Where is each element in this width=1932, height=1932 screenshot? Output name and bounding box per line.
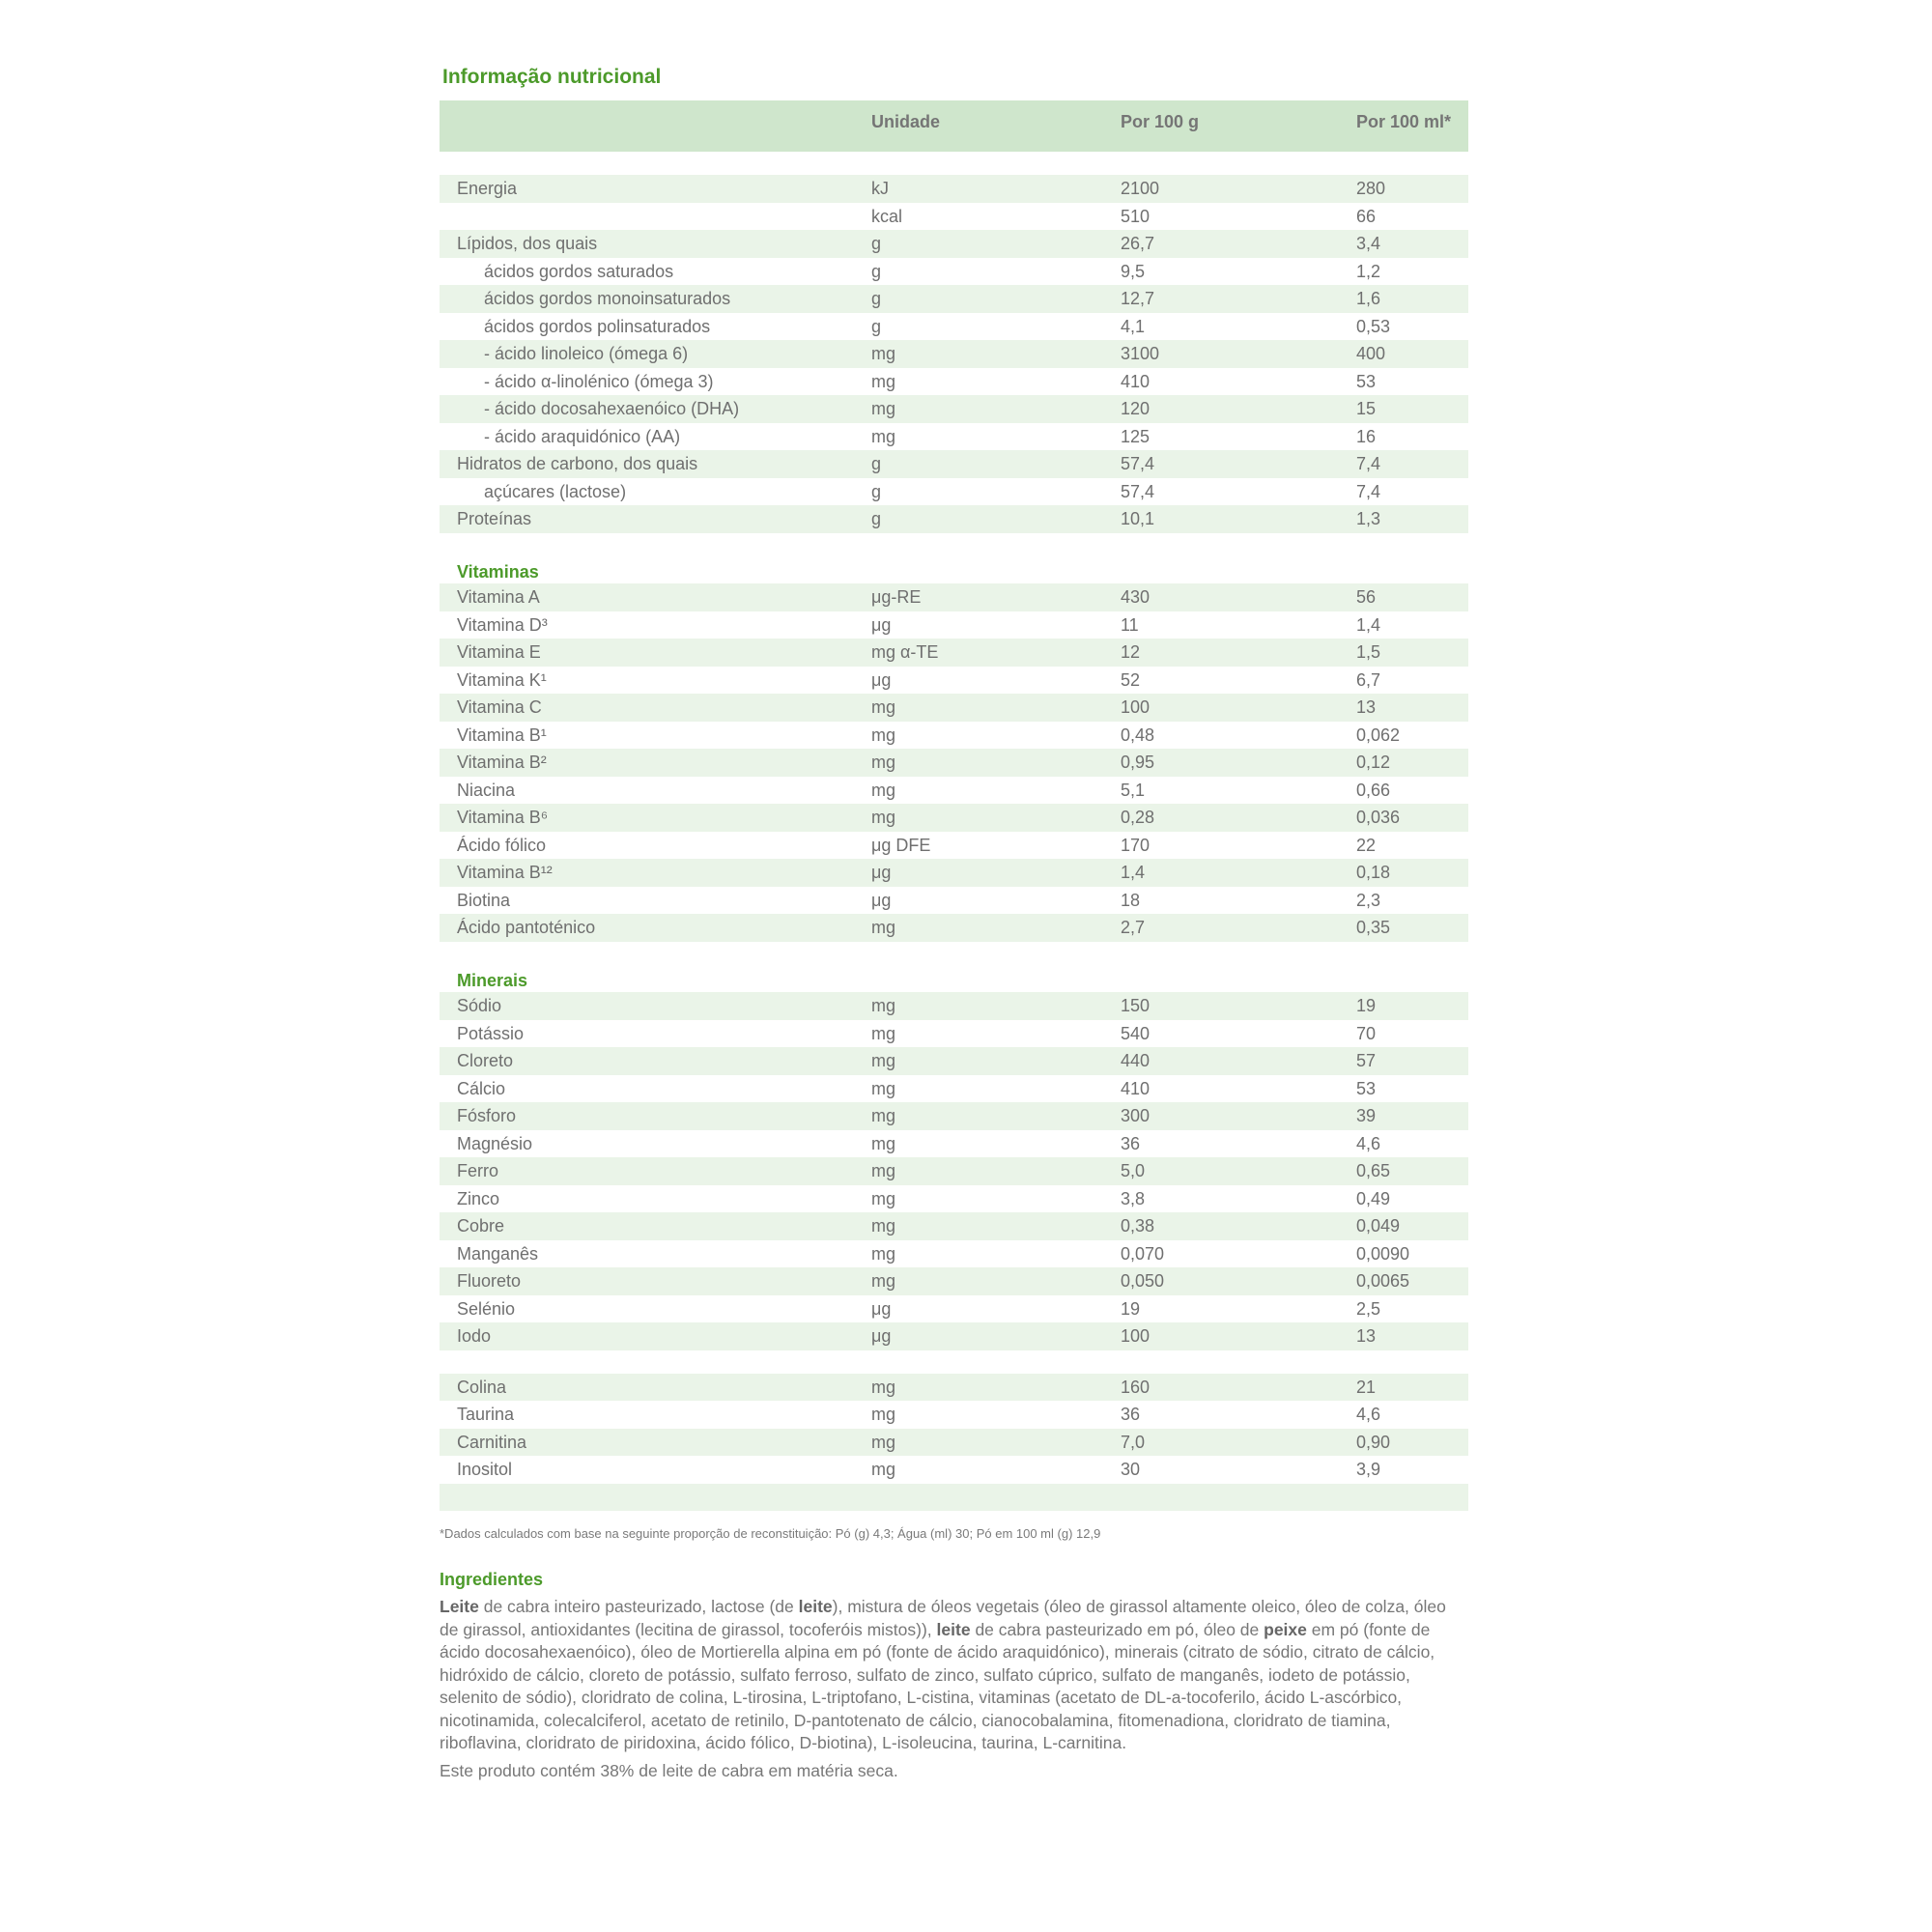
per-100g-cell: 52: [1121, 669, 1141, 690]
vitamins-heading: [440, 556, 1468, 584]
per-100ml-cell: 1,4: [1356, 614, 1381, 635]
table-row: [440, 313, 1468, 341]
nutrient-name: ácidos gordos polinsaturados: [484, 316, 711, 336]
nutrient-name: Vitamina K¹: [457, 669, 547, 690]
unit-cell: μg: [871, 1326, 892, 1346]
per-100g-cell: 5,1: [1121, 780, 1146, 800]
per-100g-cell: 100: [1121, 697, 1151, 717]
table-row: [440, 992, 1468, 1020]
nutrient-name: Vitamina C: [457, 697, 542, 717]
per-100g-cell: 1,4: [1121, 863, 1146, 882]
unit-cell: μg DFE: [871, 835, 931, 855]
per-100ml-cell: 53: [1356, 371, 1377, 391]
table-row: [440, 611, 1468, 639]
ingredient-text: em pó (fonte de ácido docosahexaenóico), óleo de Mortierella alpina em pó (fonte de ácido araquidónico), minerais (citrato de sódio, citrato de cálcio, hidróxido de cálcio, cloreto de potássio, sulfato ferroso, sulfato de zinco, sulfato cúprico, sulfato de manganês, iodeto de potássio, selenito de sódio), cloridrato de colina, L-tirosina, L-triptofano, L-cistina, vitaminas (acetato de DL-a-tocoferilo, ácido L-ascórbico, nicotinamida, colecalciferol, acetato de retinilo, D-pantotenato de cálcio, cianocobalamina, fitomenadiona, cloridrato de tiamina, riboflavina, cloridrato de piridoxina, ácido fólico, D-biotina), L-isoleucina, taurina, L-carnitina.: [440, 1619, 1435, 1752]
unit-cell: mg: [871, 1023, 896, 1043]
nutrient-name: Inositol: [457, 1460, 513, 1479]
per-100g-cell: 5,0: [1121, 1161, 1146, 1180]
nutrient-name: ácidos gordos saturados: [484, 261, 674, 281]
per-100ml-cell: 0,53: [1356, 316, 1391, 336]
table-end-band: [440, 1484, 1468, 1512]
table-row: [440, 1130, 1468, 1158]
per-100g-cell: 410: [1121, 1078, 1151, 1098]
unit-cell: mg: [871, 426, 896, 446]
table-row: [440, 175, 1468, 203]
table-row: [440, 203, 1468, 231]
per-100g-cell: 9,5: [1121, 261, 1146, 281]
footnote: *Dados calculados com base na seguinte proporção de reconstituição: Pó (g) 4,3; Água (ml) 30; Pó em 100 ml (g) 12,9: [440, 1526, 1101, 1541]
nutrient-name: Magnésio: [457, 1133, 533, 1153]
table-row: [440, 340, 1468, 368]
unit-cell: μg-RE: [871, 587, 922, 607]
per-100ml-cell: 13: [1356, 697, 1377, 717]
per-100g-cell: 11: [1121, 614, 1139, 635]
per-100ml-cell: 0,66: [1356, 780, 1391, 800]
table-row: [440, 1212, 1468, 1240]
table-row: [440, 722, 1468, 750]
nutrient-name: - ácido α-linolénico (ómega 3): [484, 371, 714, 391]
allergen-text: leite: [936, 1619, 971, 1639]
allergen-text: Leite: [440, 1597, 479, 1616]
allergen-text: peixe: [1264, 1619, 1307, 1639]
per-100g-cell: 36: [1121, 1133, 1141, 1153]
table-row: [440, 505, 1468, 533]
unit-cell: mg: [871, 1377, 896, 1397]
nutrient-name: Lípidos, dos quais: [457, 234, 598, 253]
per-100g-cell: 30: [1121, 1460, 1141, 1479]
per-100g-cell: 0,38: [1121, 1216, 1155, 1236]
table-row: [440, 1047, 1468, 1075]
table-row: [440, 832, 1468, 860]
nutrient-name: Fósforo: [457, 1106, 517, 1125]
per-100g-cell: 510: [1121, 206, 1151, 226]
per-100g-cell: 430: [1121, 587, 1151, 607]
nutrient-name: Cálcio: [457, 1078, 506, 1098]
table-row: [440, 1429, 1468, 1457]
table-row: [440, 1075, 1468, 1103]
unit-cell: mg: [871, 371, 896, 391]
unit-cell: kJ: [871, 179, 889, 198]
unit-cell: μg: [871, 863, 892, 882]
unit-cell: mg: [871, 1161, 896, 1180]
table-row: [440, 694, 1468, 722]
unit-cell: mg: [871, 1243, 896, 1264]
per-100ml-cell: 1,5: [1356, 642, 1381, 662]
unit-cell: μg: [871, 614, 892, 635]
nutrient-name: Cobre: [457, 1216, 505, 1236]
table-row: [440, 749, 1468, 777]
per-100ml-cell: 4,6: [1356, 1405, 1381, 1424]
ingredient-text: de cabra inteiro pasteurizado, lactose (de: [478, 1597, 799, 1616]
per-100ml-cell: 21: [1356, 1377, 1377, 1397]
nutrient-name: Ácido fólico: [457, 835, 547, 855]
nutrient-name: Proteínas: [457, 509, 532, 528]
unit-cell: mg: [871, 344, 896, 363]
unit-cell: mg: [871, 1432, 896, 1452]
table-row: [440, 914, 1468, 942]
per-100ml-cell: 2,3: [1356, 890, 1381, 910]
per-100g-cell: 57,4: [1121, 454, 1155, 473]
per-100g-cell: 12: [1121, 642, 1141, 662]
per-100g-cell: 410: [1121, 371, 1151, 391]
per-100ml-cell: 57: [1356, 1051, 1377, 1070]
others-table: [440, 1374, 1468, 1484]
minerals-table: [440, 992, 1468, 1350]
per-100ml-cell: 0,18: [1356, 863, 1391, 882]
nutrient-name: Manganês: [457, 1243, 539, 1264]
unit-cell: mg: [871, 996, 896, 1015]
nutrient-name: Vitamina B¹: [457, 724, 547, 745]
per-100ml-cell: 0,12: [1356, 753, 1391, 772]
minerals-heading: [440, 965, 1468, 993]
header-per-100g: Por 100 g: [1121, 112, 1200, 131]
per-100g-cell: 440: [1121, 1051, 1151, 1070]
table-row: [440, 1322, 1468, 1350]
table-row: [440, 1020, 1468, 1048]
unit-cell: mg: [871, 918, 896, 937]
unit-cell: g: [871, 316, 882, 336]
table-row: [440, 230, 1468, 258]
per-100ml-cell: 4,6: [1356, 1133, 1381, 1153]
unit-cell: mg: [871, 1188, 896, 1208]
per-100ml-cell: 22: [1356, 835, 1377, 855]
per-100ml-cell: 0,062: [1356, 724, 1401, 745]
nutrient-name: ácidos gordos monoinsaturados: [484, 289, 731, 308]
unit-cell: mg α-TE: [871, 642, 939, 662]
per-100ml-cell: 400: [1356, 344, 1386, 363]
nutrient-name: Energia: [457, 179, 518, 198]
per-100g-cell: 18: [1121, 890, 1141, 910]
per-100ml-cell: 0,036: [1356, 808, 1401, 827]
ingredients-title: Ingredientes: [440, 1570, 544, 1589]
per-100ml-cell: 0,35: [1356, 918, 1391, 937]
unit-cell: g: [871, 289, 882, 308]
nutrient-name: Fluoreto: [457, 1271, 522, 1291]
table-row: [440, 1374, 1468, 1402]
nutrient-name: Hidratos de carbono, dos quais: [457, 454, 698, 473]
per-100g-cell: 125: [1121, 426, 1151, 446]
unit-cell: mg: [871, 1051, 896, 1070]
nutrient-name: Cloreto: [457, 1051, 514, 1070]
unit-cell: mg: [871, 1460, 896, 1479]
unit-cell: mg: [871, 1078, 896, 1098]
unit-cell: g: [871, 509, 882, 528]
table-row: [440, 450, 1468, 478]
per-100ml-cell: 0,0065: [1356, 1271, 1410, 1291]
nutrient-name: Biotina: [457, 890, 511, 910]
per-100ml-cell: 0,0090: [1356, 1243, 1410, 1264]
per-100g-cell: 150: [1121, 996, 1151, 1015]
nutrient-name: - ácido linoleico (ómega 6): [484, 344, 689, 363]
per-100g-cell: 26,7: [1121, 234, 1155, 253]
per-100g-cell: 0,48: [1121, 724, 1155, 745]
per-100g-cell: 19: [1121, 1298, 1141, 1319]
per-100g-cell: 120: [1121, 399, 1151, 418]
table-row: [440, 258, 1468, 286]
table-row: [440, 1295, 1468, 1323]
unit-cell: mg: [871, 399, 896, 418]
per-100ml-cell: 16: [1356, 426, 1377, 446]
unit-cell: mg: [871, 1271, 896, 1291]
nutrient-name: Taurina: [457, 1405, 515, 1424]
header-per-100ml: Por 100 ml*: [1356, 112, 1452, 131]
nutrient-name: Selénio: [457, 1298, 516, 1319]
nutrient-name: Potássio: [457, 1023, 525, 1043]
nutrient-name: Vitamina D³: [457, 614, 548, 635]
per-100ml-cell: 1,3: [1356, 509, 1381, 528]
nutrient-name: Vitamina B²: [457, 753, 547, 772]
nutrient-name: Ferro: [457, 1161, 499, 1180]
per-100ml-cell: 6,7: [1356, 669, 1381, 690]
per-100g-cell: 57,4: [1121, 481, 1155, 501]
unit-cell: mg: [871, 753, 896, 772]
unit-cell: g: [871, 234, 882, 253]
per-100g-cell: 160: [1121, 1377, 1151, 1397]
per-100ml-cell: 7,4: [1356, 454, 1381, 473]
unit-cell: kcal: [871, 206, 903, 226]
nutrient-name: Colina: [457, 1377, 507, 1397]
table-row: [440, 285, 1468, 313]
per-100ml-cell: 13: [1356, 1326, 1377, 1346]
per-100ml-cell: 19: [1356, 996, 1377, 1015]
nutrition-document: [440, 66, 1468, 1781]
per-100ml-cell: 1,2: [1356, 261, 1381, 281]
unit-cell: μg: [871, 1298, 892, 1319]
unit-cell: mg: [871, 780, 896, 800]
unit-cell: g: [871, 481, 882, 501]
table-row: [440, 777, 1468, 805]
ingredient-text: de cabra pasteurizado em pó, óleo de: [970, 1619, 1264, 1639]
nutrient-name: Carnitina: [457, 1432, 527, 1452]
table-row: [440, 395, 1468, 423]
per-100ml-cell: 15: [1356, 399, 1377, 418]
page-title: Informação nutricional: [442, 66, 662, 88]
per-100ml-cell: 2,5: [1356, 1298, 1381, 1319]
unit-cell: mg: [871, 697, 896, 717]
unit-cell: μg: [871, 890, 892, 910]
per-100ml-cell: 3,9: [1356, 1460, 1381, 1479]
per-100g-cell: 100: [1121, 1326, 1151, 1346]
nutrient-name: Niacina: [457, 780, 516, 800]
macros-table: [440, 175, 1468, 533]
table-row: [440, 667, 1468, 695]
per-100ml-cell: 56: [1356, 587, 1377, 607]
unit-cell: mg: [871, 808, 896, 827]
unit-cell: mg: [871, 1106, 896, 1125]
nutrient-name: - ácido araquidónico (AA): [484, 426, 681, 446]
vitamins-title: Vitaminas: [457, 561, 539, 582]
table-row: [440, 1267, 1468, 1295]
per-100ml-cell: 0,65: [1356, 1161, 1391, 1180]
table-row: [440, 1102, 1468, 1130]
per-100g-cell: 0,050: [1121, 1271, 1165, 1291]
per-100ml-cell: 53: [1356, 1078, 1377, 1098]
table-row: [440, 368, 1468, 396]
per-100ml-cell: 0,90: [1356, 1432, 1391, 1452]
per-100g-cell: 3100: [1121, 344, 1160, 363]
allergen-text: leite: [798, 1597, 833, 1616]
per-100ml-cell: 3,4: [1356, 234, 1381, 253]
per-100ml-cell: 0,49: [1356, 1188, 1391, 1208]
unit-cell: g: [871, 454, 882, 473]
nutrient-name: - ácido docosahexaenóico (DHA): [484, 399, 740, 418]
per-100g-cell: 2100: [1121, 179, 1160, 198]
per-100ml-cell: 0,049: [1356, 1216, 1401, 1236]
unit-cell: μg: [871, 669, 892, 690]
nutrient-name: Vitamina B⁶: [457, 808, 549, 827]
table-row: [440, 1401, 1468, 1429]
minerals-title: Minerais: [457, 970, 528, 990]
table-row: [440, 639, 1468, 667]
table-row: [440, 478, 1468, 506]
ingredients-text: [440, 1596, 1468, 1755]
table-row: [440, 804, 1468, 832]
unit-cell: g: [871, 261, 882, 281]
per-100g-cell: 170: [1121, 835, 1151, 855]
nutrient-name: Zinco: [457, 1188, 500, 1208]
per-100g-cell: 300: [1121, 1106, 1151, 1125]
per-100g-cell: 3,8: [1121, 1188, 1146, 1208]
table-row: [440, 1157, 1468, 1185]
nutrient-name: Vitamina A: [457, 587, 540, 607]
table-row: [440, 1185, 1468, 1213]
per-100g-cell: 2,7: [1121, 918, 1146, 937]
per-100g-cell: 0,28: [1121, 808, 1155, 827]
nutrient-name: Vitamina B¹²: [457, 863, 553, 882]
unit-cell: mg: [871, 1405, 896, 1424]
table-header: [440, 100, 1468, 152]
unit-cell: mg: [871, 724, 896, 745]
closing-note: Este produto contém 38% de leite de cabra em matéria seca.: [440, 1760, 898, 1780]
per-100ml-cell: 280: [1356, 179, 1386, 198]
nutrient-name: Ácido pantoténico: [457, 918, 596, 937]
nutrient-name: Sódio: [457, 996, 502, 1015]
unit-cell: mg: [871, 1133, 896, 1153]
nutrient-name: Vitamina E: [457, 642, 541, 662]
per-100g-cell: 0,070: [1121, 1243, 1165, 1264]
per-100ml-cell: 1,6: [1356, 289, 1381, 308]
nutrient-name: açúcares (lactose): [484, 481, 627, 501]
table-row: [440, 859, 1468, 887]
vitamins-table: [440, 583, 1468, 942]
per-100ml-cell: 66: [1356, 206, 1377, 226]
per-100g-cell: 36: [1121, 1405, 1141, 1424]
ingredient-text: ), mistura de óleos vegetais (óleo de girassol altamente oleico, óleo de colza, óleo de girassol, antioxidantes (lecitina de girassol, tocoferóis mistos)),: [440, 1597, 1446, 1639]
per-100g-cell: 0,95: [1121, 753, 1155, 772]
per-100g-cell: 10,1: [1121, 509, 1155, 528]
header-unit: Unidade: [871, 112, 941, 131]
per-100g-cell: 7,0: [1121, 1432, 1146, 1452]
per-100ml-cell: 70: [1356, 1023, 1377, 1043]
table-row: [440, 423, 1468, 451]
table-row: [440, 1240, 1468, 1268]
per-100ml-cell: 7,4: [1356, 481, 1381, 501]
per-100g-cell: 12,7: [1121, 289, 1155, 308]
per-100ml-cell: 39: [1356, 1106, 1377, 1125]
nutrient-name: Iodo: [457, 1326, 492, 1346]
per-100g-cell: 540: [1121, 1023, 1151, 1043]
unit-cell: mg: [871, 1216, 896, 1236]
table-row: [440, 1456, 1468, 1484]
table-row: [440, 887, 1468, 915]
table-row: [440, 583, 1468, 611]
per-100g-cell: 4,1: [1121, 316, 1146, 336]
